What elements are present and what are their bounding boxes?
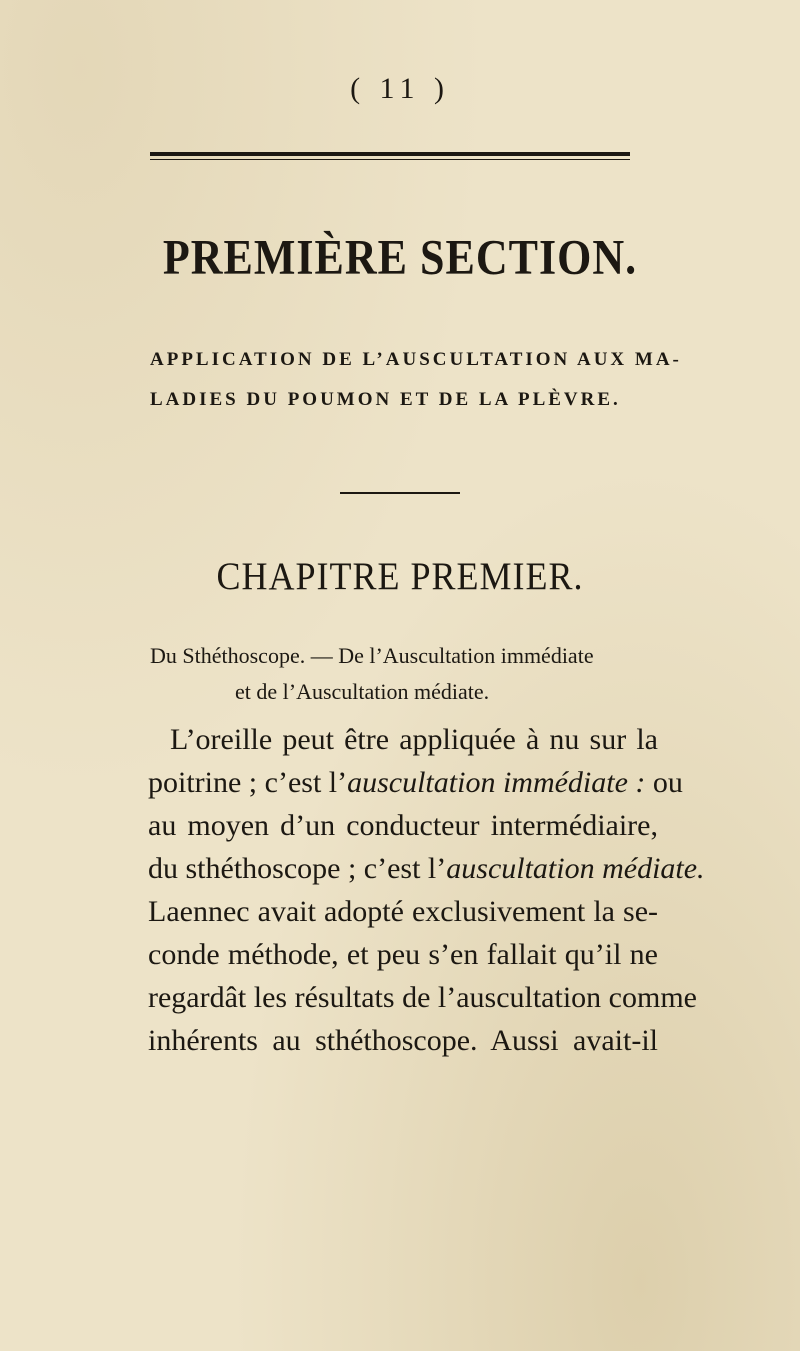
chapter-summary-line-1: Du Sthéthoscope. — De l’Auscultation immédiate [150, 643, 594, 668]
section-title: PREMIÈRE SECTION. [162, 230, 638, 285]
body-line-3: au moyen d’un conducteur intermédiaire, [148, 809, 658, 842]
body-line-4 [148, 847, 705, 890]
header-rule-thin [150, 159, 630, 160]
body-line-4-text-a: du sthéthoscope ; c’est l’ [148, 852, 447, 885]
chapter-summary [150, 638, 650, 710]
body-line-2-emphasis: auscultation immédiate : [347, 766, 646, 799]
body-line-2 [148, 761, 683, 804]
section-divider [340, 492, 460, 494]
body-line-4-emphasis: auscultation médiate. [446, 852, 705, 885]
section-subtitle-line-2: LADIES DU POUMON ET DE LA PLÈVRE. [150, 389, 621, 410]
body-line-7: regardât les résultats de l’auscultation comme [148, 981, 697, 1014]
body-line-1: L’oreille peut être appliquée à nu sur la [170, 723, 658, 756]
page-number: ( 11 ) [350, 72, 450, 105]
section-subtitle [150, 340, 682, 420]
section-subtitle-line-1: APPLICATION DE L’AUSCULTATION AUX MA- [150, 349, 682, 370]
body-line-2-text-a: poitrine ; c’est l’ [148, 766, 348, 799]
body-line-2-text-b: ou [645, 766, 683, 799]
body-paragraph [148, 718, 705, 1062]
body-line-8: inhérents au sthéthoscope. Aussi avait-il [148, 1024, 658, 1057]
chapter-title: CHAPITRE PREMIER. [216, 554, 584, 598]
body-line-5: Laennec avait adopté exclusivement la se- [148, 895, 658, 928]
header-rule-thick [150, 152, 630, 156]
chapter-summary-line-2: et de l’Auscultation médiate. [235, 679, 490, 704]
body-line-6: conde méthode, et peu s’en fallait qu’il ne [148, 938, 658, 971]
